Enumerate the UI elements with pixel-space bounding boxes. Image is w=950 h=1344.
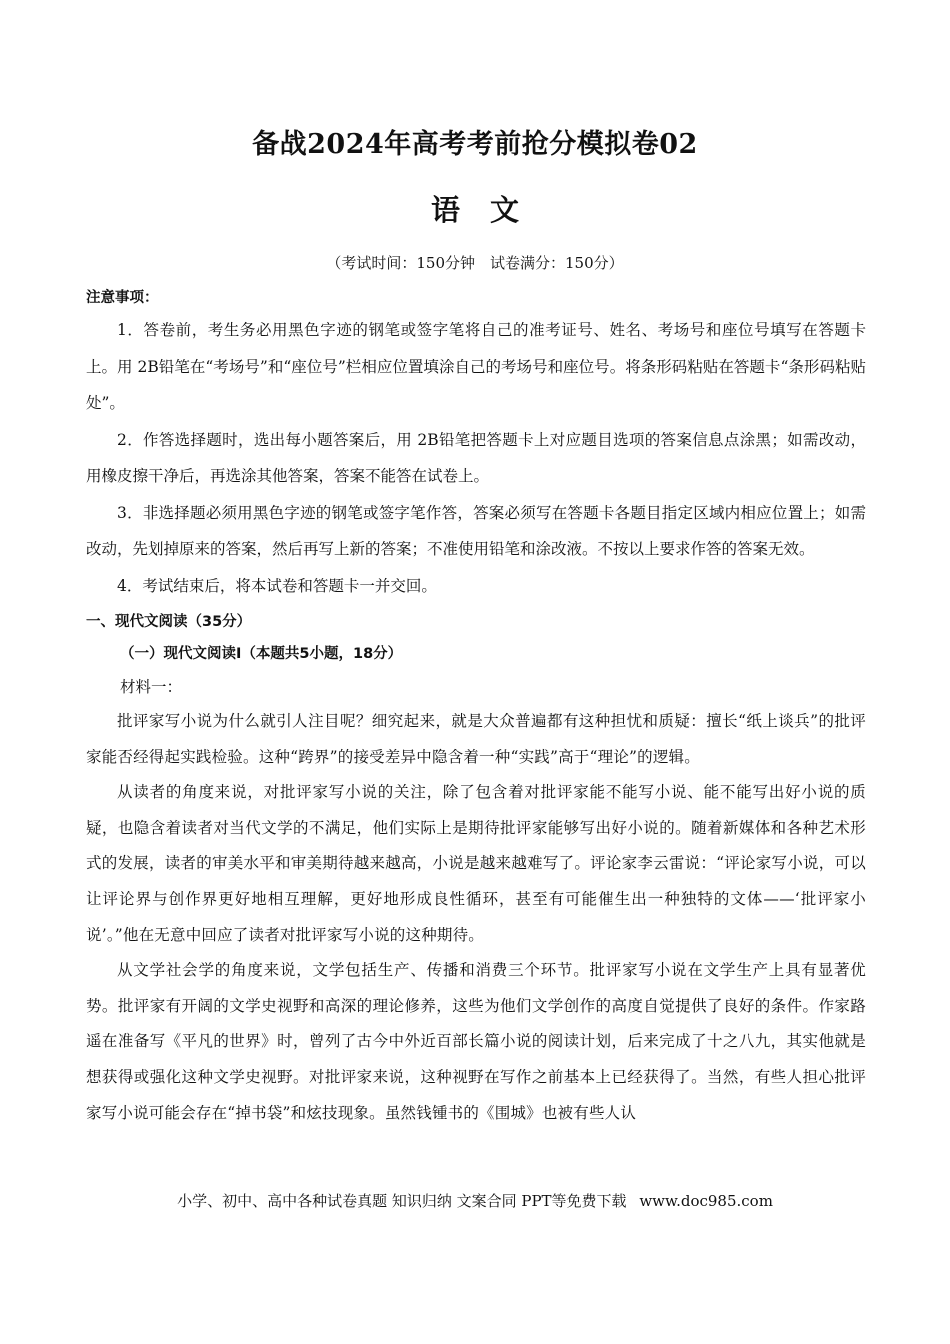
- footer-text: 小学、初中、高中各种试卷真题 知识归纳 文案合同 PPT等免费下载: [177, 1192, 627, 1210]
- exam-body: [86, 284, 866, 1131]
- subject-title: 语文: [430, 193, 549, 227]
- section-heading: 一、现代文阅读（35分）: [86, 614, 252, 630]
- exam-title: 备战2024年高考考前抢分模拟卷02: [252, 129, 698, 160]
- reading-paragraph-3: 从文学社会学的角度来说，文学包括生产、传播和消费三个环节。批评家写小说在文学生产上具有显著优势。批评家有开阔的文学史视野和高深的理论修养，这些为他们文学创作的高度自觉提供了良好的条件。作家路遥在准备写《平凡的世界》时，曾列了古今中外近百部长篇小说的阅读计划，后来完成了十之八九，其实他就是想获得或强化这种文学史视野。对批评家来说，这种视野在写作之前基本上已经获得了。当然，有些人担心批评家写小说可能会存在“掉书袋”和炫技现象。虽然钱锺书的《围城》也被有些人认: [86, 961, 866, 1122]
- notice-item-4: 4．考试结束后，将本试卷和答题卡一并交回。: [117, 576, 437, 595]
- notice-item-3: 3．非选择题必须用黑色字迹的钢笔或签字笔作答，答案必须写在答题卡各题目指定区域内相应位置上；如需改动，先划掉原来的答案，然后再写上新的答案；不准使用铅笔和涂改液。不按以上要求作答的答案无效。: [86, 503, 866, 558]
- notice-item-2: 2．作答选择题时，选出每小题答案后，用 2B铅笔把答题卡上对应题目选项的答案信息点涂黑；如需改动，用橡皮擦干净后，再选涂其他答案，答案不能答在试卷上。: [86, 430, 866, 485]
- material-label: 材料一：: [120, 678, 183, 696]
- reading-material: [86, 670, 866, 1131]
- subsection-heading: （一）现代文阅读Ⅰ（本题共5小题，18分）: [120, 646, 403, 662]
- reading-paragraph-1: 批评家写小说为什么就引人注目呢？细究起来，就是大众普遍都有这种担忧和质疑：擅长“纸上谈兵”的批评家能否经得起实践检验。这种“跨界”的接受差异中隐含着一种“实践”高于“理论”的逻辑。: [86, 712, 866, 766]
- notice-item-1: 1．答卷前，考生务必用黑色字迹的钢笔或签字笔将自己的准考证号、姓名、考场号和座位号填写在答题卡上。用 2B铅笔在“考场号”和“座位号”栏相应位置填涂自己的考场号和座位号。将条形码粘贴在答题卡“条形码粘贴处”。: [86, 321, 866, 412]
- page-footer: [0, 1190, 950, 1211]
- notice-heading: 注意事项：: [86, 290, 159, 306]
- reading-paragraph-2: 从读者的角度来说，对批评家写小说的关注，除了包含着对批评家能不能写小说、能不能写出好小说的质疑，也隐含着读者对当代文学的不满足，他们实际上是期待批评家能够写出好小说的。随着新媒体和各种艺术形式的发展，读者的审美水平和审美期待越来越高，小说是越来越难写了。评论家李云雷说：“评论家写小说，可以让评论界与创作界更好地相互理解，更好地形成良性循环，甚至有可能催生出一种独特的文体——‘批评家小说’。”他在无意中回应了读者对批评家写小说的这种期待。: [86, 783, 866, 944]
- footer-url: www.doc985.com: [639, 1192, 773, 1210]
- exam-info: （考试时间：150分钟 试卷满分：150分）: [326, 254, 624, 272]
